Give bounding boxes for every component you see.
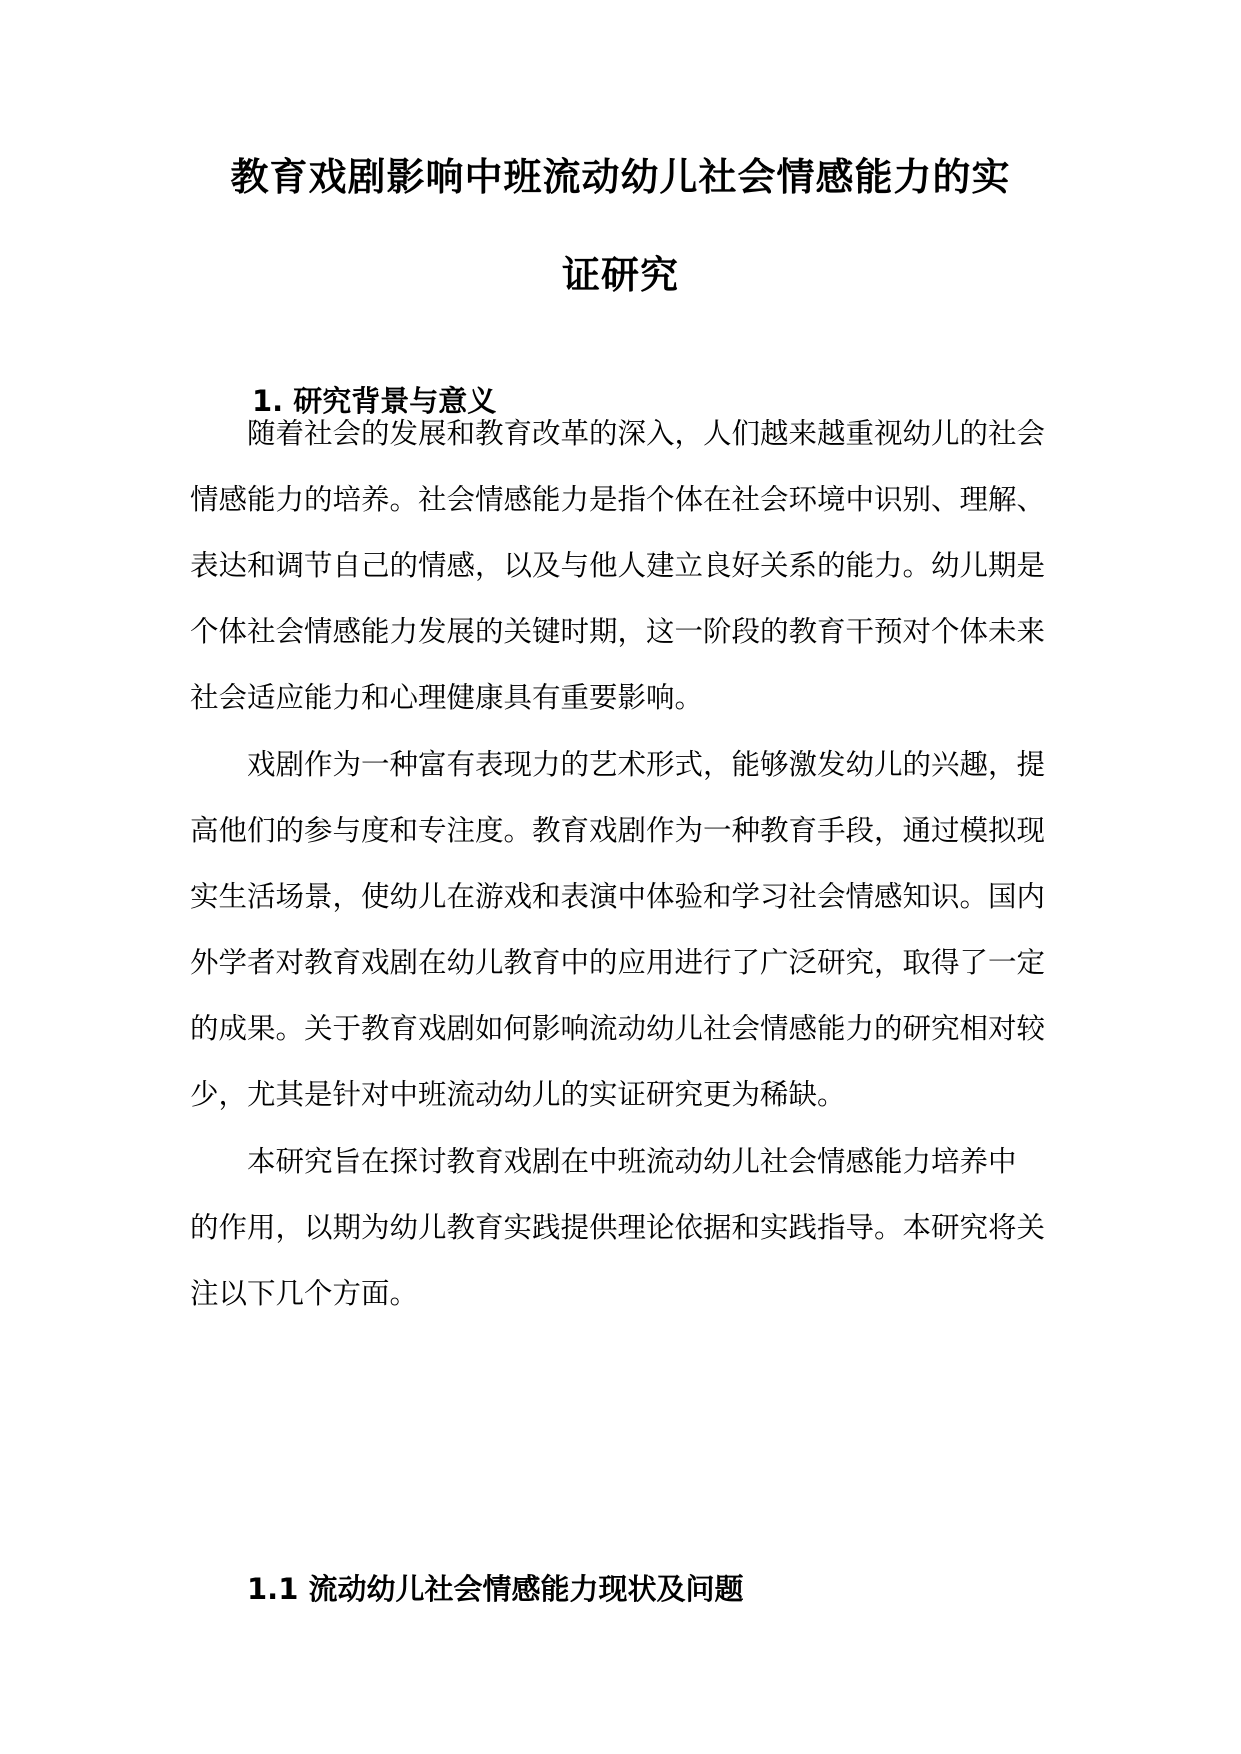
section-heading-1: 1. 研究背景与意义 bbox=[252, 384, 497, 418]
paragraph-line: 外学者对教育戏剧在幼儿教育中的应用进行了广泛研究，取得了一定 bbox=[190, 946, 1046, 979]
paragraph-line: 本研究旨在探讨教育戏剧在中班流动幼儿社会情感能力培养中 bbox=[247, 1145, 1017, 1178]
paragraph-line: 随着社会的发展和教育改革的深入，人们越来越重视幼儿的社会 bbox=[247, 417, 1046, 450]
paragraph-line: 情感能力的培养。社会情感能力是指个体在社会环境中识别、理解、 bbox=[190, 483, 1046, 516]
paragraph-line: 社会适应能力和心理健康具有重要影响。 bbox=[190, 681, 704, 714]
paragraph-line: 的成果。关于教育戏剧如何影响流动幼儿社会情感能力的研究相对较 bbox=[190, 1012, 1046, 1045]
section-heading-1-1: 1.1 流动幼儿社会情感能力现状及问题 bbox=[247, 1572, 744, 1606]
document-title-line-2: 证研究 bbox=[561, 253, 679, 297]
paragraph-line: 高他们的参与度和专注度。教育戏剧作为一种教育手段，通过模拟现 bbox=[190, 814, 1046, 847]
paragraph-line: 的作用，以期为幼儿教育实践提供理论依据和实践指导。本研究将关 bbox=[190, 1211, 1046, 1244]
paragraph-line: 注以下几个方面。 bbox=[190, 1277, 419, 1310]
paragraph-line: 少，尤其是针对中班流动幼儿的实证研究更为稀缺。 bbox=[190, 1078, 846, 1111]
paragraph-line: 戏剧作为一种富有表现力的艺术形式，能够激发幼儿的兴趣，提 bbox=[247, 748, 1046, 781]
paragraph-line: 实生活场景，使幼儿在游戏和表演中体验和学习社会情感知识。国内 bbox=[190, 880, 1046, 913]
paragraph-line: 表达和调节自己的情感，以及与他人建立良好关系的能力。幼儿期是 bbox=[190, 549, 1046, 582]
paragraph-line: 个体社会情感能力发展的关键时期，这一阶段的教育干预对个体未来 bbox=[190, 615, 1046, 648]
document-title-line-1: 教育戏剧影响中班流动幼儿社会情感能力的实 bbox=[230, 155, 1011, 199]
